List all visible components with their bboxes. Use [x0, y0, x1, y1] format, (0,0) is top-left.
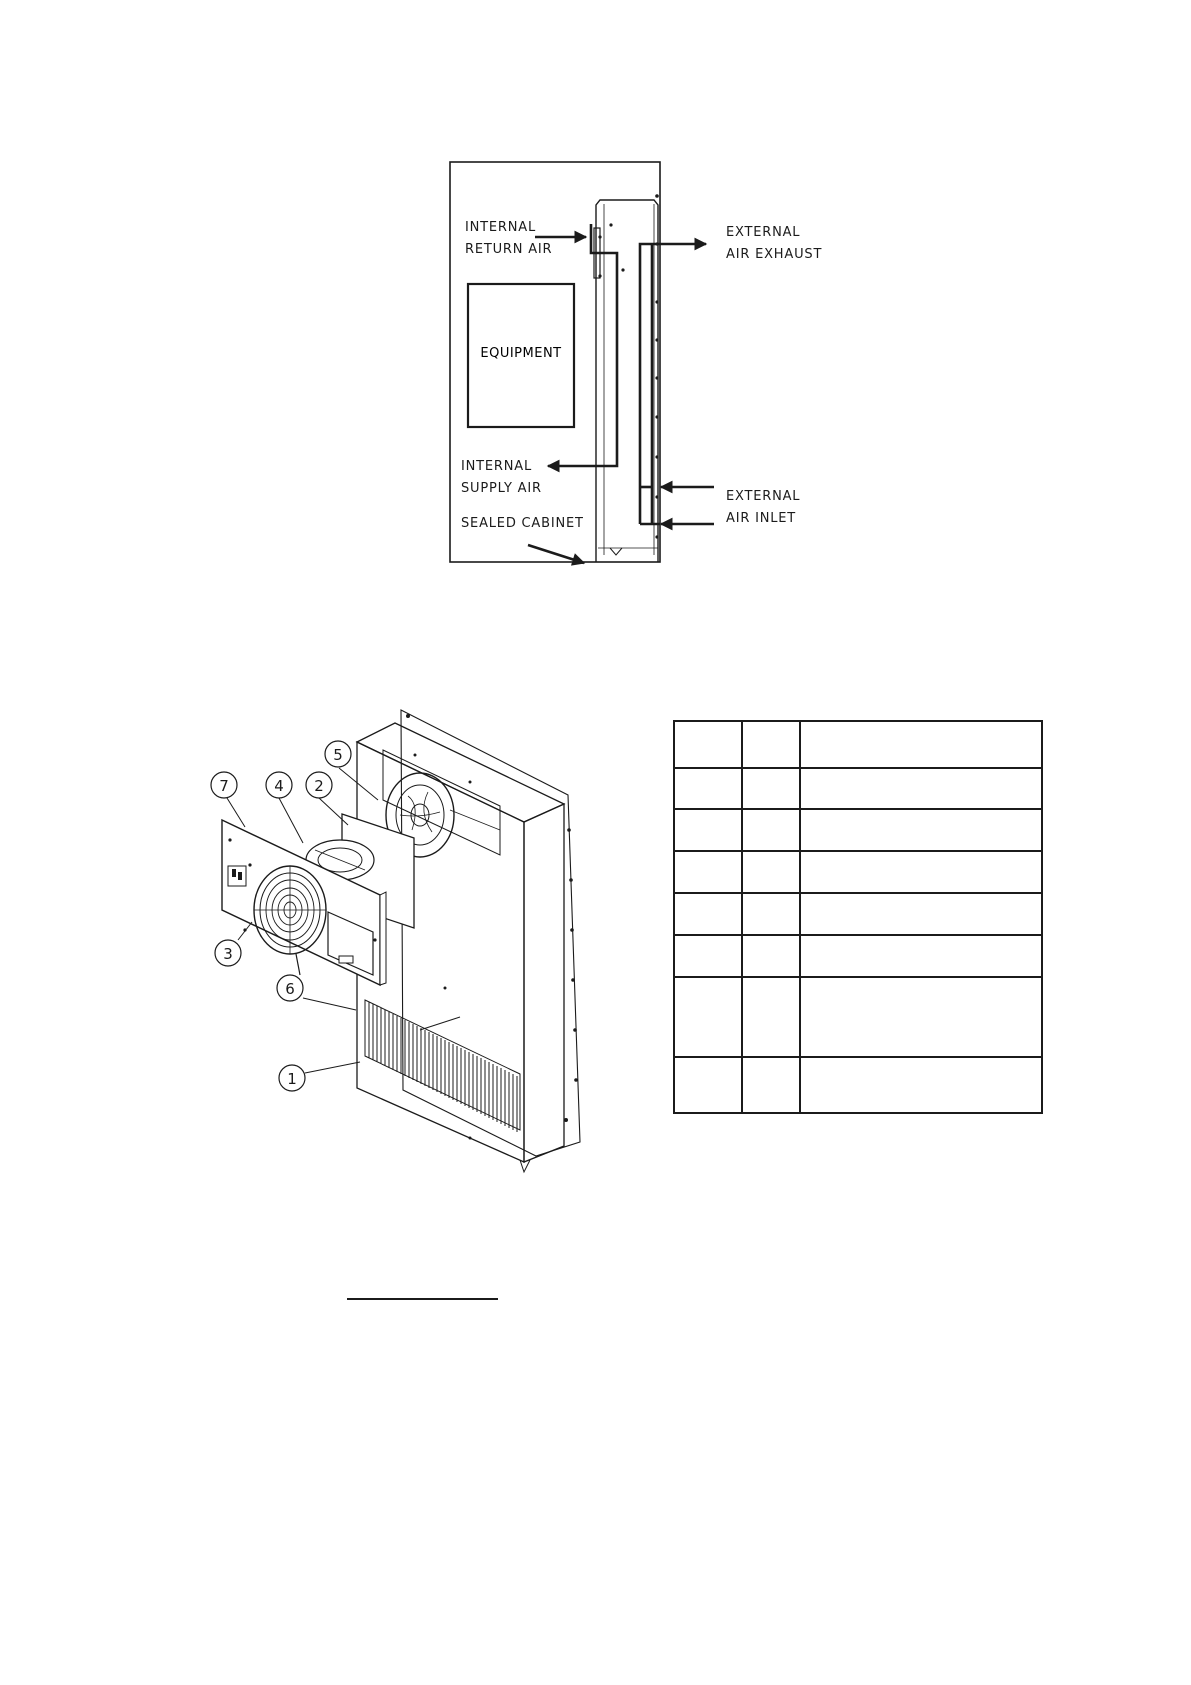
table-cell	[742, 977, 800, 1057]
table-cell	[800, 935, 1042, 977]
table-row	[674, 1057, 1042, 1113]
callout-3: 3	[223, 945, 233, 963]
table-cell	[800, 768, 1042, 809]
table-cell	[674, 809, 742, 851]
table-cell	[742, 768, 800, 809]
table-cell	[674, 721, 742, 768]
table-cell	[674, 977, 742, 1057]
table-cell	[674, 851, 742, 893]
callout-5: 5	[333, 746, 343, 764]
table-cell	[742, 935, 800, 977]
table-row	[674, 768, 1042, 809]
table-cell	[742, 893, 800, 935]
callout-1: 1	[287, 1070, 297, 1088]
parts-table	[673, 720, 1043, 1114]
table-cell	[742, 809, 800, 851]
internal-return-air-label-2: RETURN AIR	[465, 242, 553, 257]
table-row	[674, 851, 1042, 893]
internal-return-air-label-1: INTERNAL	[465, 220, 537, 235]
underline-rule	[347, 1298, 498, 1300]
table-cell	[674, 935, 742, 977]
internal-supply-air-label-1: INTERNAL	[461, 459, 533, 474]
equipment-label: EQUIPMENT	[480, 346, 562, 361]
internal-supply-air-label-2: SUPPLY AIR	[461, 481, 542, 496]
table-row	[674, 935, 1042, 977]
table-cell	[800, 893, 1042, 935]
table-row	[674, 809, 1042, 851]
table-cell	[674, 893, 742, 935]
callout-6: 6	[285, 980, 295, 998]
table-row	[674, 721, 1042, 768]
table-cell	[800, 851, 1042, 893]
table-cell	[742, 1057, 800, 1113]
external-air-exhaust-label-2: AIR EXHAUST	[726, 247, 823, 262]
table-cell	[674, 768, 742, 809]
callout-7: 7	[219, 777, 229, 795]
table-cell	[800, 809, 1042, 851]
table-cell	[800, 977, 1042, 1057]
external-air-inlet-label-2: AIR INLET	[726, 511, 797, 526]
table-row	[674, 893, 1042, 935]
callout-2: 2	[314, 777, 324, 795]
callout-4: 4	[274, 777, 284, 795]
table-cell	[742, 851, 800, 893]
sealed-cabinet-label: SEALED CABINET	[461, 516, 584, 531]
external-air-inlet-label-1: EXTERNAL	[726, 489, 801, 504]
table-cell	[674, 1057, 742, 1113]
table-cell	[742, 721, 800, 768]
external-air-exhaust-label-1: EXTERNAL	[726, 225, 801, 240]
table-cell	[800, 721, 1042, 768]
cabinet-housing	[357, 710, 580, 1172]
table-row	[674, 977, 1042, 1057]
table-cell	[800, 1057, 1042, 1113]
